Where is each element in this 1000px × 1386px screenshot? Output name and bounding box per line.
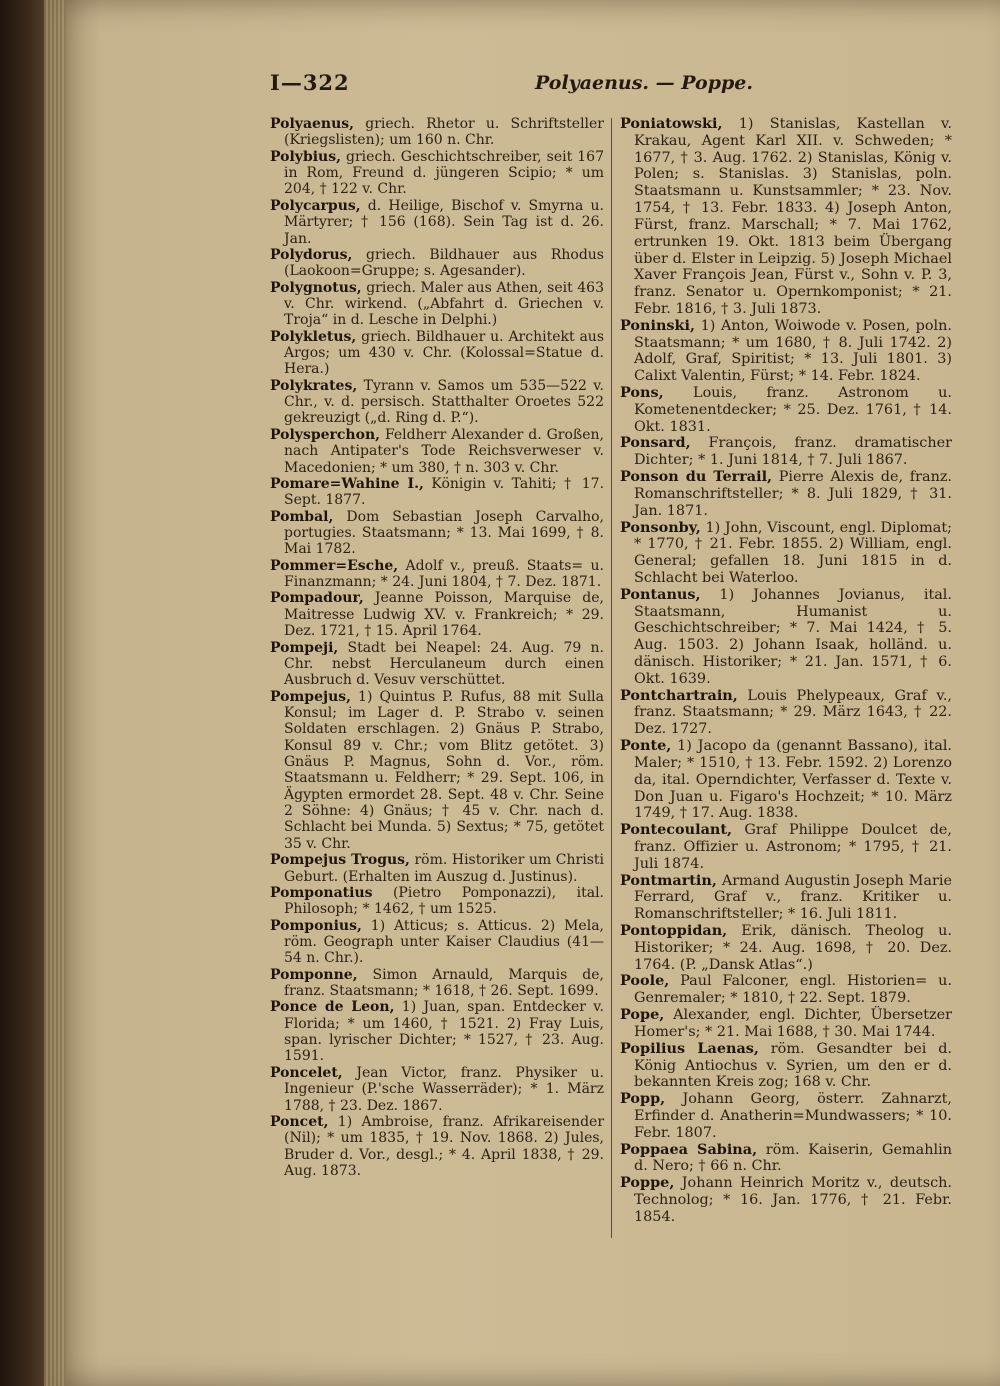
right-column — [620, 116, 952, 1226]
dictionary-entry — [270, 198, 604, 247]
entry-headword: Ponsonby, — [620, 518, 701, 536]
dictionary-entry — [270, 640, 604, 689]
column-divider — [611, 118, 612, 1238]
entry-headword: Pomare=Wahine I., — [270, 475, 424, 492]
entry-headword: Pomponius, — [270, 917, 362, 934]
entry-text: 1) Juan, span. Entdecker v. Florida; * um 1460, † 1521. 2) Fray Luis, span. lyrischer Dichter; * 1527, † 23. Aug. 1591. — [284, 999, 605, 1065]
entry-headword: Polykletus, — [270, 328, 357, 345]
entry-text: Erik, dänisch. Theolog u. Historiker; * 24. Aug. 1698, † 20. Dez. 1764. (P. „Dansk Atlas“.) — [634, 923, 953, 973]
entry-headword: Poniatowski, — [620, 115, 723, 132]
dictionary-entry — [270, 329, 604, 378]
entry-text: Jean Victor, franz. Physiker u. Ingenieur (P.'sche Wasserräder); * 1. März 1788, † 23. Dez. 1867. — [284, 1064, 605, 1114]
entry-text: Pierre Alexis de, franz. Romanschriftsteller; * 8. Juli 1829, † 31. Jan. 1871. — [634, 469, 952, 519]
entry-text: griech. Rhetor u. Schriftsteller (Kriegslisten); um 160 n. Chr. — [284, 116, 604, 149]
entry-text: Simon Arnauld, Marquis de, franz. Staatsmann; * 1618, † 26. Sept. 1699. — [284, 966, 604, 1000]
page-edge — [44, 0, 66, 1386]
entry-headword: Pontmartin, — [620, 871, 717, 889]
dictionary-entry — [620, 873, 952, 923]
entry-headword: Poole, — [620, 972, 670, 990]
dictionary-entry — [270, 689, 604, 853]
dictionary-entry — [270, 1065, 604, 1114]
entry-headword: Pomponne, — [270, 966, 358, 983]
dictionary-entry — [270, 378, 604, 427]
dictionary-entry — [620, 1091, 952, 1141]
entry-text: griech. Maler aus Athen, seit 463 v. Chr. wirkend. („Abfahrt d. Griechen v. Troja“ in d. Lesche in Delphi.) — [284, 279, 604, 329]
dictionary-entry — [620, 738, 952, 822]
entry-text: Paul Falconer, engl. Historien= u. Genremaler; * 1810, † 22. Sept. 1879. — [634, 973, 952, 1007]
dictionary-entry — [270, 116, 604, 149]
entry-text: 1) Atticus; s. Atticus. 2) Mela, röm. Geograph unter Kaiser Claudius (41—54 n. Chr.). — [284, 917, 604, 967]
entry-text: 1) Anton, Woiwode v. Posen, poln. Staatsmann; * um 1680, † 8. Juli 1742. 2) Adolf, Graf, Spiritist; * 13. Juli 1801. 3) Calixt Valentin, Fürst; * 14. Febr. 1824. — [634, 317, 952, 385]
entry-text: 1) John, Viscount, engl. Diplomat; * 1770, † 21. Febr. 1855. 2) William, engl. General; gefallen 18. Juni 1815 in d. Schlacht bei Waterloo. — [634, 519, 952, 586]
entry-text: Louis, franz. Astronom u. Kometenentdecker; * 25. Dez. 1761, † 14. Okt. 1831. — [634, 385, 952, 435]
dictionary-entry — [270, 1114, 604, 1179]
entry-headword: Polygnotus, — [270, 279, 362, 296]
dictionary-entry — [270, 247, 604, 280]
dictionary-entry — [270, 509, 604, 558]
entry-headword: Pontecoulant, — [620, 821, 733, 839]
entry-headword: Popp, — [620, 1090, 666, 1108]
entry-headword: Poppaea Sabina, — [620, 1140, 758, 1158]
dictionary-entry — [620, 923, 952, 973]
entry-text: Tyrann v. Samos um 535—522 v. Chr., v. d. persisch. Statthalter Oroetes 522 gekreuzigt („d. Ring d. P.“). — [284, 377, 605, 427]
entry-text: d. Heilige, Bischof v. Smyrna u. Märtyrer; † 156 (168). Sein Tag ist d. 26. Jan. — [284, 197, 605, 247]
dictionary-entry — [620, 435, 952, 469]
entry-text: röm. Historiker um Christi Geburt. (Erhalten im Auszug d. Justinus). — [284, 852, 604, 885]
dictionary-entry — [620, 1175, 952, 1225]
entry-headword: Pontchartrain, — [620, 686, 738, 704]
entry-text: Louis Phelypeaux, Graf v., franz. Staatsmann; * 29. März 1643, † 22. Dez. 1727. — [634, 687, 952, 738]
dictionary-entry — [270, 967, 604, 1000]
dictionary-entry — [620, 822, 952, 872]
entry-text: 1) Stanislas, Kastellan v. Krakau, Agent Karl XII. v. Schweden; * 1677, † 3. Aug. 1762. 2) Stanislas, König v. Polen; s. Stanislas. 3) Stanislas, poln. Staatsmann u. Kunstsammler; * 23. Nov. 1754, † 13. Febr. 1833. 4) Joseph Anton, Fürst, franz. Marschall; * 7. Mai 1762, ertrunken 19. Okt. 1813 beim Übergang über d. Elster in Leipzig. 5) Joseph Michael Xaver François Jean, Fürst v., Sohn v. P. 3, franz. Senator u. Opernkomponist; * 21. Febr. 1816, † 3. Juli 1873. — [634, 116, 952, 317]
entry-text: griech. Bildhauer u. Architekt aus Argos; um 430 v. Chr. (Kolossal=Statue d. Hera.) — [284, 328, 605, 378]
entry-text: François, franz. dramatischer Dichter; * 1. Juni 1814, † 7. Juli 1867. — [634, 435, 953, 469]
entry-headword: Polydorus, — [270, 246, 353, 263]
dictionary-entry — [620, 318, 952, 385]
page-header — [270, 70, 980, 104]
entry-text: Armand Augustin Joseph Marie Ferrard, Graf v., franz. Kritiker u. Romanschriftsteller; * 16. Juli 1811. — [634, 872, 952, 923]
entry-text: Feldherr Alexander d. Großen, nach Antipater's Tode Reichsverweser v. Macedonien; * um 380, † n. 303 v. Chr. — [284, 426, 604, 476]
entry-text: röm. Gesandter bei d. König Antiochus v. Syrien, um den er d. bekannten Kreis zog; 168 v. Chr. — [634, 1040, 952, 1091]
entry-text: röm. Kaiserin, Gemahlin d. Nero; † 66 n. Chr. — [634, 1141, 953, 1175]
entry-headword: Pompejus Trogus, — [270, 852, 410, 869]
entry-headword: Pontanus, — [620, 585, 701, 603]
entry-headword: Ponce de Leon, — [270, 999, 395, 1016]
dictionary-entry — [620, 520, 952, 587]
entry-headword: Polybius, — [270, 148, 341, 165]
entry-headword: Poncet, — [270, 1113, 329, 1130]
entry-headword: Polycarpus, — [270, 197, 361, 214]
dictionary-entry — [270, 885, 604, 918]
entry-headword: Ponsard, — [620, 434, 691, 452]
entry-headword: Pompeji, — [270, 639, 339, 656]
entry-text: 1) Quintus P. Rufus, 88 mit Sulla Konsul; im Lager d. P. Strabo v. seinen Soldaten erschlagen. 2) Gnäus P. Strabo, Konsul 89 v. Chr.; vom Blitz getötet. 3) Gnäus P. Magnus, Sohn d. Vor., röm. Staatsmann u. Feldherr; * 29. Sept. 106, in Ägypten ermordet 28. Sept. 48 v. Chr. Seine 2 Söhne: 4) Gnäus; † 45 v. Chr. nach d. Schlacht bei Munda. 5) Sextus; * 75, getötet 35 v. Chr. — [284, 688, 604, 852]
dictionary-entry — [270, 999, 604, 1064]
entry-headword: Polykrates, — [270, 377, 358, 394]
entry-headword: Polyaenus, — [270, 116, 355, 132]
entry-headword: Pompadour, — [270, 590, 364, 607]
entry-text: griech. Geschichtschreiber, seit 167 in Rom, Freund d. jüngeren Scipio; * um 204, † 122 v. Chr. — [284, 148, 604, 198]
entry-headword: Poncelet, — [270, 1064, 343, 1081]
entry-text: 1) Ambroise, franz. Afrikareisender (Nil); * um 1835, † 19. Nov. 1868. 2) Jules, Bruder d. Vor., desgl.; * 4. April 1838, † 29. Aug. 1873. — [284, 1113, 605, 1179]
running-title: Polyaenus. — Poppe. — [535, 72, 753, 94]
dictionary-entry — [620, 469, 952, 519]
dictionary-entry — [620, 1007, 952, 1041]
entry-headword: Pontoppidan, — [620, 922, 728, 939]
dictionary-entry — [620, 385, 952, 435]
entry-text: Graf Philippe Doulcet de, franz. Offizier u. Astronom; * 1795, † 21. Juli 1874. — [634, 822, 952, 872]
entry-text: Alexander, engl. Dichter, Übersetzer Homer's; * 21. Mai 1688, † 30. Mai 1744. — [634, 1007, 953, 1040]
entry-text: Jeanne Poisson, Marquise de, Maitresse Ludwig XV. v. Frankreich; * 29. Dez. 1721, † 15. April 1764. — [284, 590, 605, 640]
entry-text: (Pietro Pomponazzi), ital. Philosoph; * 1462, † um 1525. — [284, 884, 605, 918]
entry-text: 1) Johannes Jovianus, ital. Staatsmann, Humanist u. Geschichtschreiber; * 7. Mai 1424, † 5. Aug. 1503. 2) Johann Isaak, holländ. u. dänisch. Historiker; * 21. Jan. 1571, † 6. Okt. 1639. — [634, 586, 952, 687]
dictionary-entry — [620, 587, 952, 688]
entry-headword: Pommer=Esche, — [270, 557, 399, 574]
dictionary-entry — [620, 688, 952, 738]
entry-headword: Popilius Laenas, — [620, 1039, 759, 1057]
book-binding — [0, 0, 48, 1386]
dictionary-entry — [270, 918, 604, 967]
dictionary-entry — [620, 1041, 952, 1091]
left-column — [270, 116, 604, 1179]
entry-text: Dom Sebastian Joseph Carvalho, portugies. Staatsmann; * 13. Mai 1699, † 8. Mai 1782. — [284, 508, 605, 558]
dictionary-entry — [620, 973, 952, 1007]
entry-headword: Pomponatius — [270, 884, 373, 901]
entry-headword: Polysperchon, — [270, 426, 380, 443]
dictionary-entry — [270, 558, 604, 591]
entry-headword: Poppe, — [620, 1174, 675, 1192]
entry-headword: Pons, — [620, 384, 664, 401]
entry-headword: Ponson du Terrail, — [620, 468, 773, 486]
dictionary-entry — [620, 1142, 952, 1176]
entry-text: Adolf v., preuß. Staats= u. Finanzmann; * 24. Juni 1804, † 7. Dez. 1871. — [284, 557, 604, 591]
entry-text: griech. Bildhauer aus Rhodus (Laokoon=Gruppe; s. Agesander). — [284, 246, 604, 280]
page-number: I—322 — [270, 70, 350, 95]
entry-text: Königin v. Tahiti; † 17. Sept. 1877. — [284, 475, 605, 509]
dictionary-entry — [270, 280, 604, 329]
entry-headword: Pombal, — [270, 508, 334, 525]
entry-headword: Poninski, — [620, 316, 695, 334]
entry-text: Stadt bei Neapel: 24. Aug. 79 n. Chr. nebst Herculaneum durch einen Ausbruch d. Vesuv verschüttet. — [284, 639, 604, 689]
entry-text: Johann Heinrich Moritz v., deutsch. Technolog; * 16. Jan. 1776, † 21. Febr. 1854. — [634, 1175, 952, 1225]
dictionary-entry — [270, 149, 604, 198]
entry-headword: Pope, — [620, 1006, 665, 1024]
entry-text: Johann Georg, österr. Zahnarzt, Erfinder d. Anatherin=Mundwassers; * 10. Febr. 1807. — [634, 1091, 952, 1141]
dictionary-entry — [270, 476, 604, 509]
entry-text: 1) Jacopo da (genannt Bassano), ital. Maler; * 1510, † 13. Febr. 1592. 2) Lorenzo da, ital. Operndichter, Verfasser d. Texte v. Don Juan u. Figaro's Hochzeit; * 10. März 1749, † 17. Aug. 1838. — [634, 738, 952, 822]
dictionary-entry — [620, 116, 952, 318]
dictionary-entry — [270, 427, 604, 476]
entry-headword: Ponte, — [620, 737, 672, 755]
entry-headword: Pompejus, — [270, 688, 351, 705]
dictionary-entry — [270, 852, 604, 885]
dictionary-entry — [270, 590, 604, 639]
